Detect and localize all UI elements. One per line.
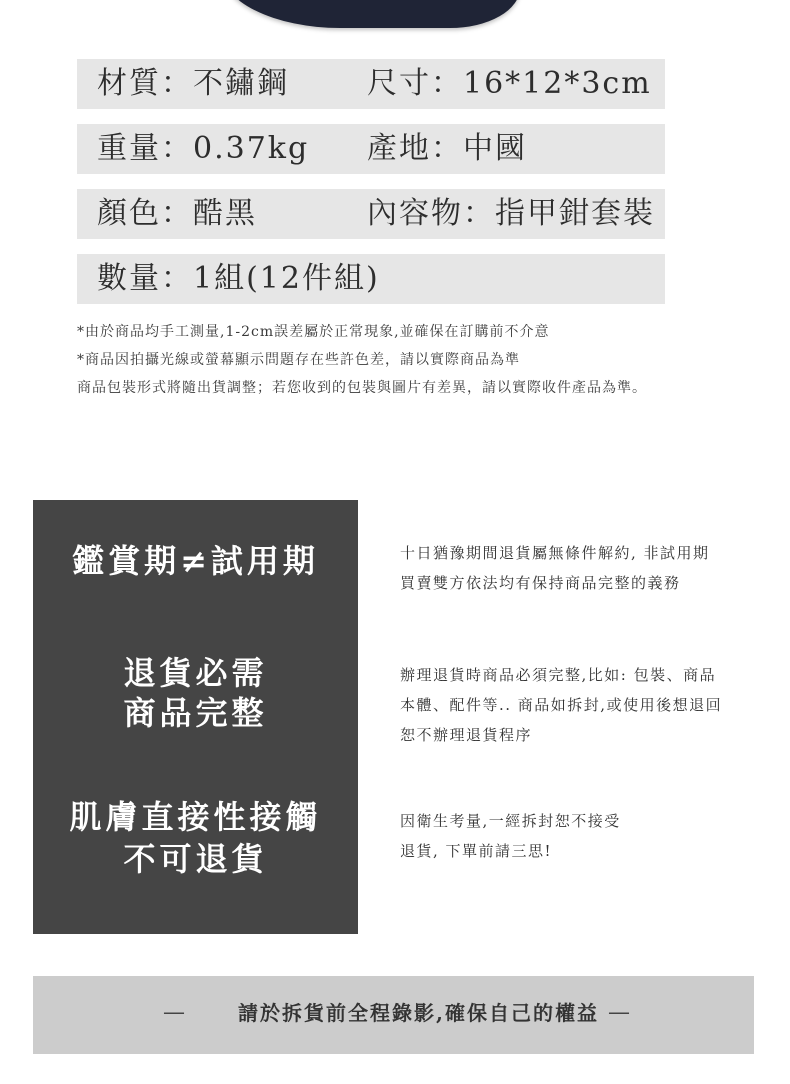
spec-contents: 內容物：指甲鉗套裝 [367, 196, 655, 231]
disclaimer-notes [77, 318, 777, 402]
product-image-fragment [220, 0, 520, 28]
spec-quantity: 數量：1組(12件組) [97, 261, 380, 296]
heading-return-complete-line2: 商品完整 [123, 694, 268, 732]
desc-line: 買賣雙方依法均有保持商品完整的義務 [400, 574, 681, 592]
spec-size: 尺寸：16*12*3cm [367, 66, 652, 101]
spec-origin: 產地：中國 [367, 131, 527, 166]
desc-skin-contact [400, 806, 760, 866]
desc-line: 辦理退貨時商品必須完整,比如: 包裝、商品 [400, 666, 717, 684]
banner-dash-right: — [608, 1000, 630, 1025]
heading-skin-contact-line1: 肌膚直接性接觸 [69, 798, 322, 836]
desc-appreciation-period [400, 538, 760, 598]
desc-line: 退貨, 下單前請三思! [400, 842, 553, 860]
note-line: *由於商品均手工測量,1-2cm誤差屬於正常現象,並確保在訂購前不介意 [77, 324, 550, 340]
heading-appreciation-period: 鑑賞期≠試用期 [72, 542, 319, 580]
spec-row-material-size [77, 59, 665, 109]
desc-return-complete [400, 660, 760, 750]
desc-line: 因衛生考量,一經拆封恕不接受 [400, 812, 621, 830]
spec-material: 材質：不鏽鋼 [97, 66, 289, 101]
spec-row-color-contents [77, 189, 665, 239]
spec-row-weight-origin [77, 124, 665, 174]
return-policy-panel [33, 500, 358, 934]
record-unboxing-banner [33, 976, 754, 1054]
desc-line: 十日猶豫期間退貨屬無條件解約, 非試用期 [400, 544, 710, 562]
heading-return-complete-line1: 退貨必需 [123, 654, 268, 692]
heading-skin-contact-line2: 不可退貨 [123, 840, 268, 878]
desc-line: 恕不辦理退貨程序 [400, 726, 533, 744]
banner-text: 請於拆貨前全程錄影,確保自己的權益 [238, 1001, 599, 1025]
spec-weight: 重量：0.37kg [97, 131, 310, 166]
desc-line: 本體、配件等.. 商品如拆封,或使用後想退回 [400, 696, 723, 714]
note-line: 商品包裝形式將隨出貨調整；若您收到的包裝與圖片有差異，請以實際收件產品為準。 [77, 380, 647, 396]
spec-row-quantity [77, 254, 665, 304]
note-line: *商品因拍攝光線或螢幕顯示問題存在些許色差，請以實際商品為準 [77, 352, 520, 368]
banner-dash-left: — [163, 1000, 185, 1025]
spec-color: 顏色：酷黑 [97, 196, 257, 231]
